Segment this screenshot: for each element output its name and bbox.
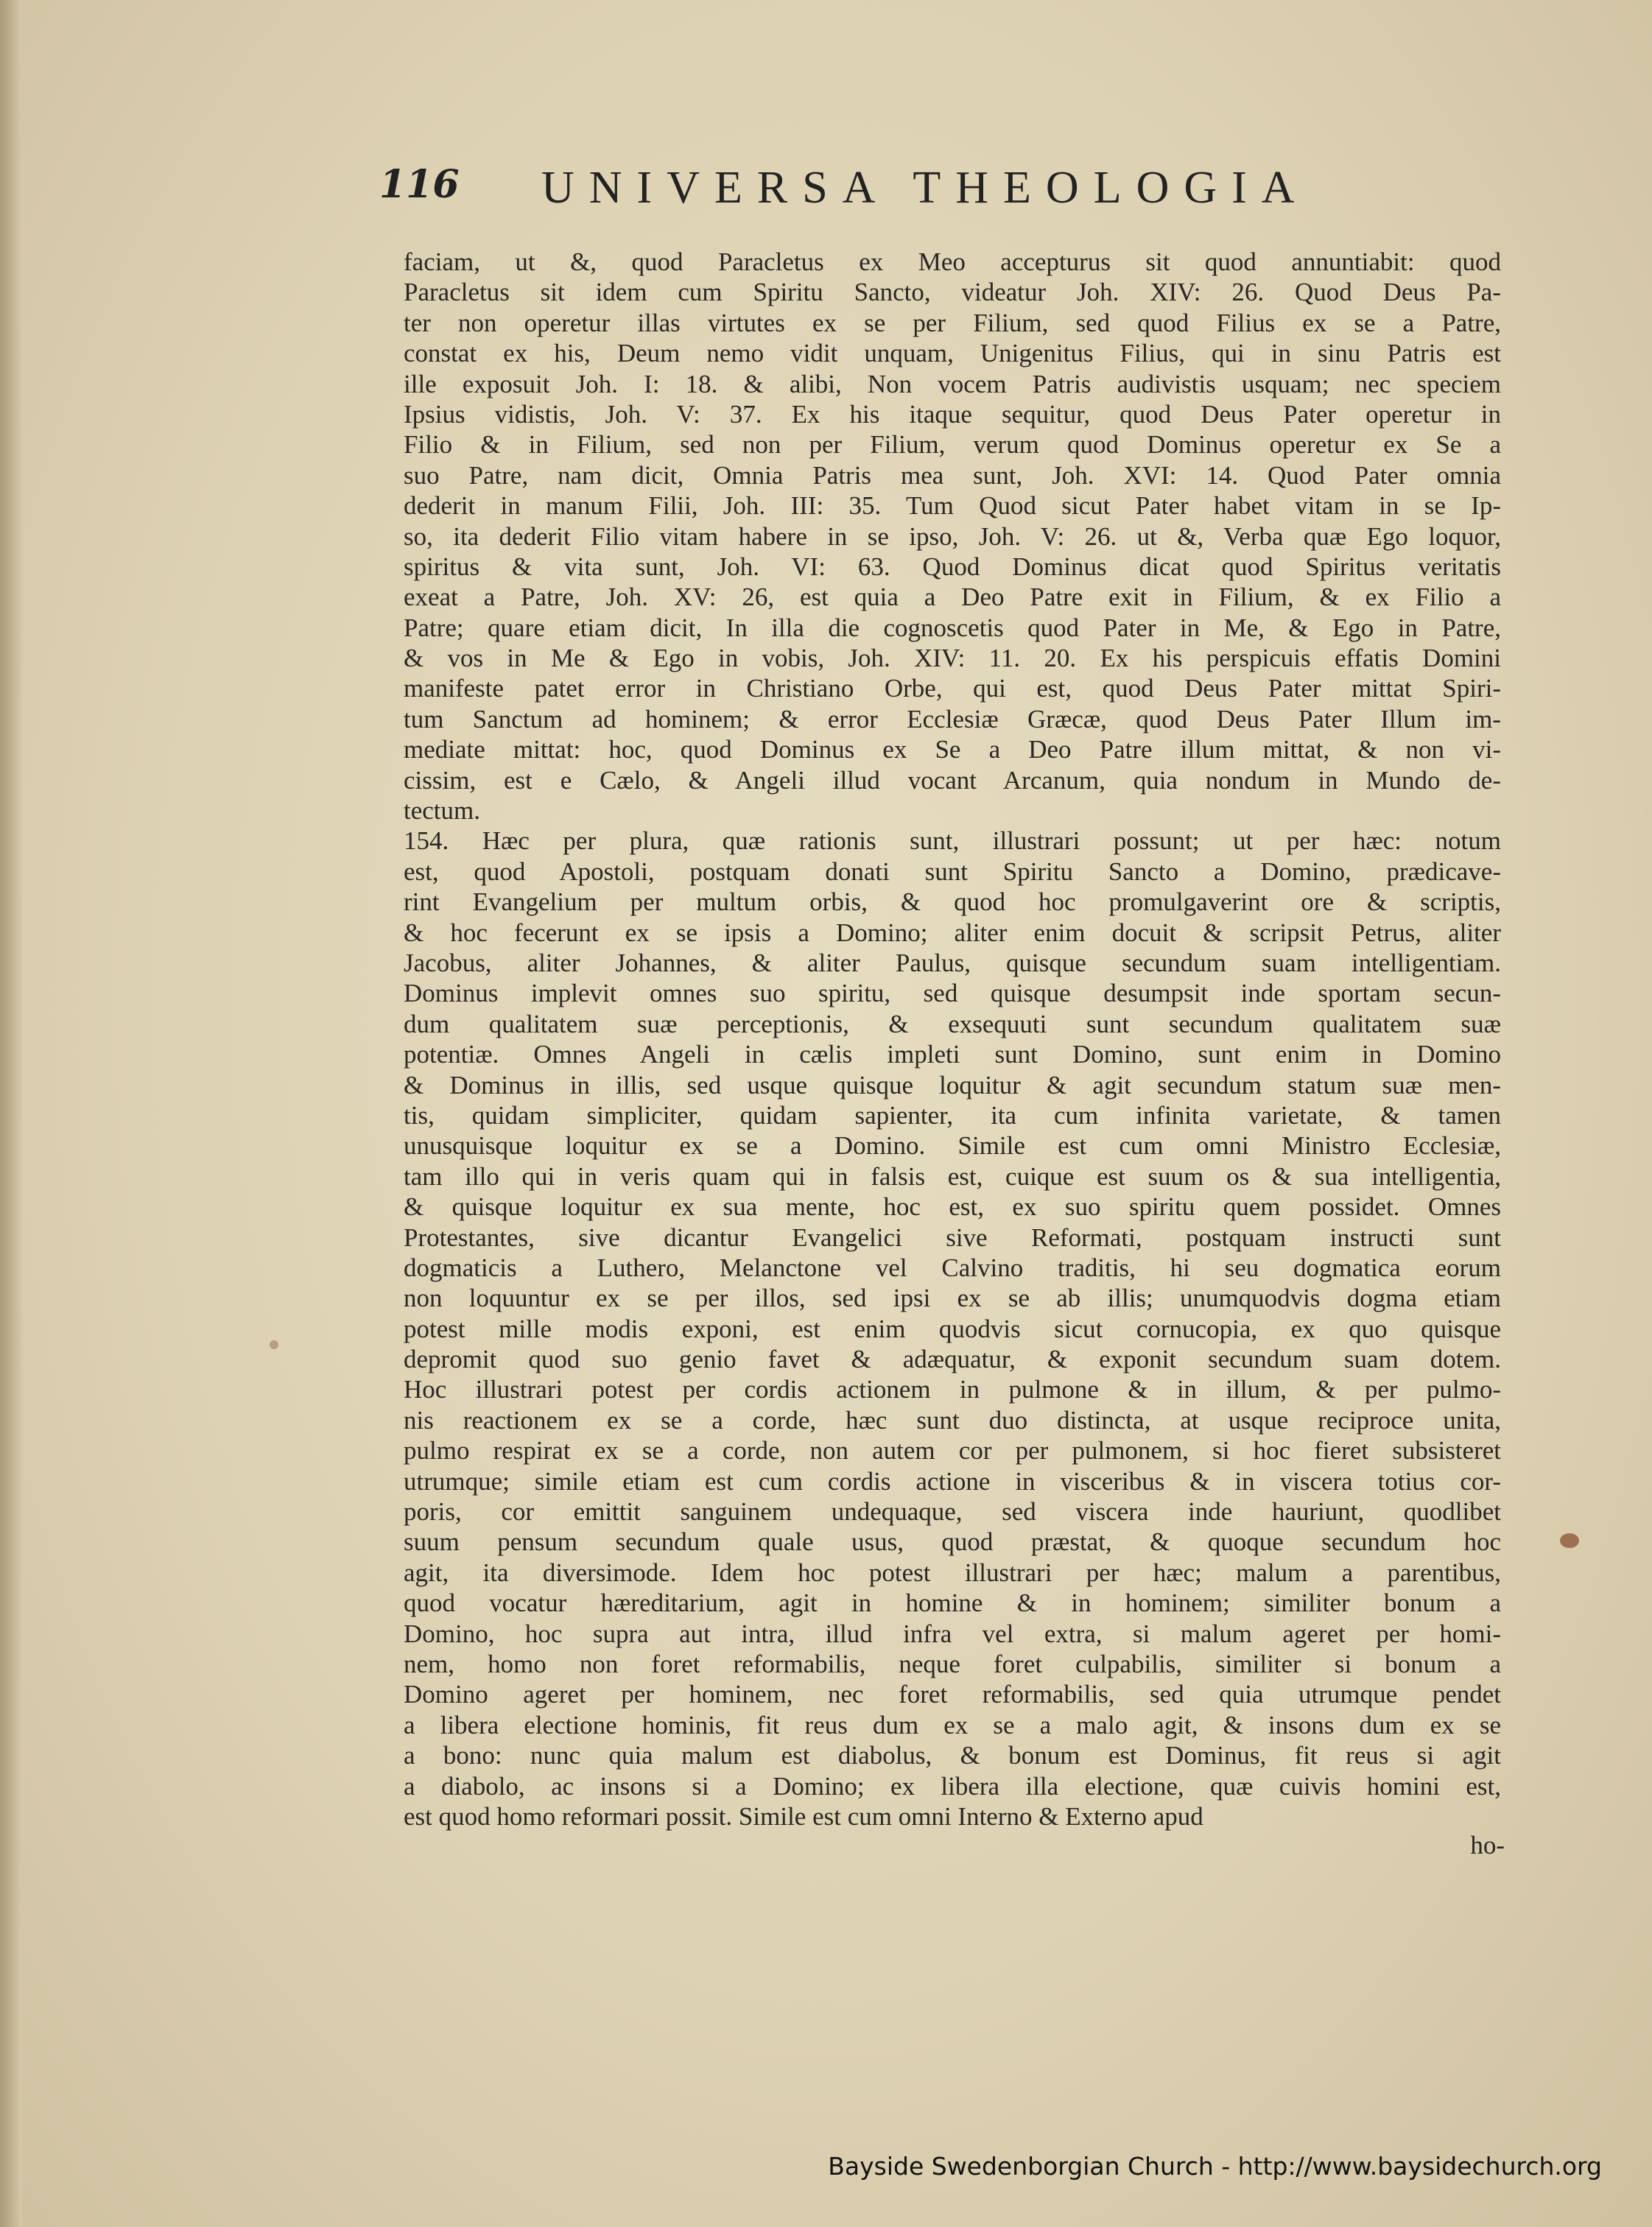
text-line: Domino ageret per hominem, nec foret reformabilis, sed quia utrumque pendet bbox=[404, 1680, 1501, 1709]
text-line: faciam, ut &, quod Paracletus ex Meo accepturus sit quod annuntiabit: quod bbox=[404, 247, 1501, 276]
text-line: Domino, hoc supra aut intra, illud infra vel extra, si malum ageret per homi- bbox=[404, 1619, 1501, 1648]
paragraph-154 bbox=[404, 826, 1501, 1832]
text-line: dum qualitatem suæ perceptionis, & exsequuti sunt secundum qualitatem suæ bbox=[404, 1009, 1501, 1038]
text-line: spiritus & vita sunt, Joh. VI: 63. Quod Dominus dicat quod Spiritus veritatis bbox=[404, 552, 1501, 581]
text-line: a libera electione hominis, fit reus dum ex se a malo agit, & insons dum ex se bbox=[404, 1710, 1501, 1739]
text-line: Dominus implevit omnes suo spiritu, sed quisque desumpsit inde sportam secun- bbox=[404, 979, 1501, 1008]
text-line: agit, ita diversimode. Idem hoc potest illustrari per hæc; malum a parentibus, bbox=[404, 1558, 1501, 1587]
text-line: constat ex his, Deum nemo vidit unquam, Unigenitus Filius, qui in sinu Patris est bbox=[404, 339, 1501, 368]
text-line: tum Sanctum ad hominem; & error Ecclesiæ Græcæ, quod Deus Pater Illum im- bbox=[404, 704, 1501, 733]
text-line: potest mille modis exponi, est enim quodvis sicut cornucopia, ex quo quisque bbox=[404, 1314, 1501, 1343]
text-line: & Dominus in illis, sed usque quisque loquitur & agit secundum statum suæ men- bbox=[404, 1070, 1501, 1100]
text-line: & vos in Me & Ego in vobis, Joh. XIV: 11. 20. Ex his perspicuis effatis Domini bbox=[404, 644, 1501, 673]
text-line: Ipsius vidistis, Joh. V: 37. Ex his itaque sequitur, quod Deus Pater operetur in bbox=[404, 399, 1501, 429]
text-line: est, quod Apostoli, postquam donati sunt Spiritu Sancto a Domino, prædicave- bbox=[404, 856, 1501, 886]
text-line: suum pensum secundum quale usus, quod præstat, & quoque secundum hoc bbox=[404, 1527, 1501, 1557]
text-line: ter non operetur illas virtutes ex se per Filium, sed quod Filius ex se a Patre, bbox=[404, 308, 1501, 337]
text-line: ille exposuit Joh. I: 18. & alibi, Non vocem Patris audivistis usquam; nec speciem bbox=[404, 369, 1501, 398]
text-line: tis, quidam simpliciter, quidam sapienter, ita cum infinita varietate, & tamen bbox=[404, 1100, 1501, 1130]
text-line: tectum. bbox=[404, 796, 480, 826]
text-line: depromit quod suo genio favet & adæquatur, & exponit secundum suam dotem. bbox=[404, 1345, 1501, 1374]
text-line: suo Patre, nam dicit, Omnia Patris mea sunt, Joh. XVI: 14. Quod Pater omnia bbox=[404, 460, 1501, 490]
text-line: est quod homo reformari possit. Simile est cum omni Interno & Externo apud bbox=[404, 1801, 1203, 1831]
text-line: exeat a Patre, Joh. XV: 26, est quia a Deo Patre exit in Filium, & ex Filio a bbox=[404, 583, 1501, 612]
page-number: 116 bbox=[379, 162, 460, 207]
text-line: quod vocatur hæreditarium, agit in homine & in hominem; similiter bonum a bbox=[404, 1589, 1501, 1618]
text-line: & hoc fecerunt ex se ipsis a Domino; aliter enim docuit & scripsit Petrus, aliter bbox=[404, 918, 1501, 947]
text-line: nem, homo non foret reformabilis, neque foret culpabilis, similiter si bonum a bbox=[404, 1649, 1501, 1678]
running-head: UNIVERSA THEOLOGIA bbox=[541, 163, 1310, 213]
text-line: manifeste patet error in Christiano Orbe, qui est, quod Deus Pater mittat Spiri- bbox=[404, 674, 1501, 703]
text-line: mediate mittat: hoc, quod Dominus ex Se a Deo Patre illum mittat, & non vi- bbox=[404, 735, 1501, 764]
ink-stain bbox=[270, 1340, 278, 1349]
text-line: dogmaticis a Luthero, Melanctone vel Calvino traditis, hi seu dogmatica eorum bbox=[404, 1253, 1501, 1282]
text-line: so, ita dederit Filio vitam habere in se ipso, Joh. V: 26. ut &, Verba quæ Ego loquor, bbox=[404, 521, 1501, 551]
text-line: Paracletus sit idem cum Spiritu Sancto, videatur Joh. XIV: 26. Quod Deus Pa- bbox=[404, 278, 1501, 307]
text-line: tam illo qui in veris quam qui in falsis est, cuique est suum os & sua intelligentia, bbox=[404, 1161, 1501, 1191]
source-watermark: Bayside Swedenborgian Church - http://www.baysidechurch.org bbox=[828, 2152, 1602, 2181]
body-text bbox=[404, 247, 1501, 1832]
page-header bbox=[379, 162, 1499, 214]
text-line: poris, cor emittit sanguinem undequaque, sed viscera inde hauriunt, quodlibet bbox=[404, 1497, 1501, 1527]
text-line: Filio & in Filium, sed non per Filium, verum quod Dominus operetur ex Se a bbox=[404, 430, 1501, 460]
text-line: a diabolo, ac insons si a Domino; ex libera illa electione, quæ cuivis homini est, bbox=[404, 1771, 1501, 1801]
text-line: nis reactionem ex se a corde, hæc sunt duo distincta, at usque reciproce unita, bbox=[404, 1405, 1501, 1435]
text-line: pulmo respirat ex se a corde, non autem cor per pulmonem, si hoc fieret subsisteret bbox=[404, 1436, 1501, 1466]
text-line: rint Evangelium per multum orbis, & quod hoc promulgaverint ore & scriptis, bbox=[404, 887, 1501, 917]
ink-stain bbox=[1560, 1533, 1579, 1548]
text-line: Jacobus, aliter Johannes, & aliter Paulus, quisque secundum suam intelligentiam. bbox=[404, 948, 1501, 977]
text-line: Patre; quare etiam dicit, In illa die cognoscetis quod Pater in Me, & Ego in Patre, bbox=[404, 613, 1501, 642]
text-line: potentiæ. Omnes Angeli in cælis impleti sunt Domino, sunt enim in Domino bbox=[404, 1040, 1501, 1069]
text-line: a bono: nunc quia malum est diabolus, & bonum est Dominus, fit reus si agit bbox=[404, 1741, 1501, 1770]
text-line: non loquuntur ex se per illos, sed ipsi ex se ab illis; unumquodvis dogma etiam bbox=[404, 1284, 1501, 1313]
text-line: & quisque loquitur ex sua mente, hoc est, ex suo spiritu quem possidet. Omnes bbox=[404, 1192, 1501, 1222]
text-line: Protestantes, sive dicantur Evangelici sive Reformati, postquam instructi sunt bbox=[404, 1222, 1501, 1252]
text-line: Hoc illustrari potest per cordis actionem in pulmone & in illum, & per pulmo- bbox=[404, 1375, 1501, 1404]
text-line: cissim, est e Cælo, & Angeli illud vocant Arcanum, quia nondum in Mundo de- bbox=[404, 765, 1501, 795]
text-line: 154. Hæc per plura, quæ rationis sunt, illustrari possunt; ut per hæc: notum bbox=[404, 826, 1501, 856]
text-line: unusquisque loquitur ex se a Domino. Simile est cum omni Ministro Ecclesiæ, bbox=[404, 1131, 1501, 1161]
catchword: ho- bbox=[1470, 1831, 1505, 1860]
text-line: utrumque; simile etiam est cum cordis actione in visceribus & in viscera totius cor- bbox=[404, 1466, 1501, 1496]
paragraph-continuation bbox=[404, 247, 1501, 826]
text-line: dederit in manum Filii, Joh. III: 35. Tum Quod sicut Pater habet vitam in se Ip- bbox=[404, 491, 1501, 521]
